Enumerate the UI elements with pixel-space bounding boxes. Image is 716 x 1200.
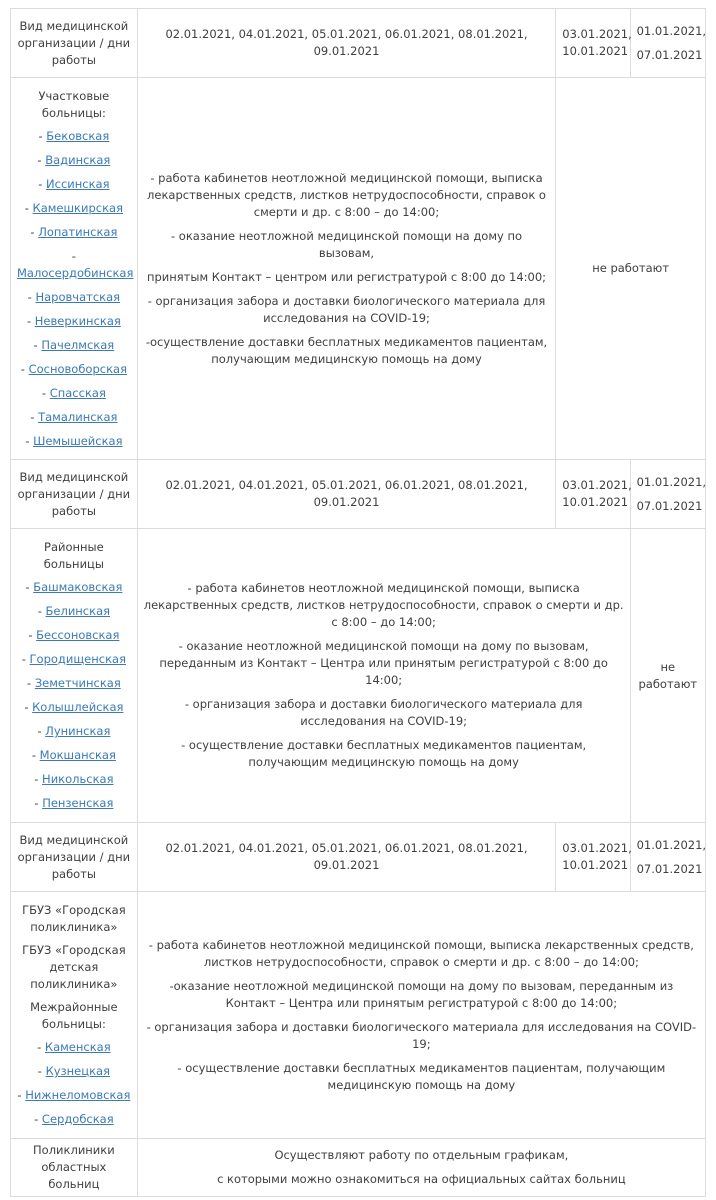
header-dates-working: 02.01.2021, 04.01.2021, 05.01.2021, 06.01.2021, 08.01.2021, 09.01.2021 — [137, 823, 556, 892]
hospital-link[interactable]: Кузнецкая — [45, 1064, 110, 1078]
service-line: - организация забора и доставки биологического материала для исследования на COVID-19; — [146, 1019, 697, 1051]
service-line: - работа кабинетов неотложной медицинской помощи, выписка лекарственных средств, листков нетрудоспособности, справок о смерти и др. с 8:00 – до 14:00; — [143, 581, 624, 629]
header-dates-working: 02.01.2021, 04.01.2021, 05.01.2021, 06.01.2021, 08.01.2021, 09.01.2021 — [137, 9, 556, 78]
list-item: - Сердобская — [34, 1112, 114, 1126]
hospital-link[interactable]: Земетчинская — [34, 676, 121, 690]
header-date: 07.01.2021 — [636, 861, 703, 876]
list-item: - Тамалинская — [30, 409, 118, 424]
org-label: ГБУЗ «Городская детская поликлиника» — [22, 943, 126, 991]
service-line: - организация забора и доставки биологического материала для исследования на COVID-19; — [184, 697, 583, 728]
section-row-regional-hospitals — [11, 529, 706, 823]
schedule-note-cell — [137, 1139, 705, 1197]
list-item: - Иссинская — [38, 176, 110, 191]
service-line: -оказание неотложной медицинской помощи на дому по вызовам, переданным из Контакт – Центра или принятым регистратурой с 8:00 до 14:00; — [169, 978, 674, 1010]
list-item: - Городищенская — [21, 652, 127, 666]
header-org-type: Вид медицинской организации / дни работы — [11, 9, 138, 78]
list-item: - Лунинская — [37, 724, 111, 738]
hospital-link[interactable]: Каменская — [44, 1040, 111, 1054]
hospital-link[interactable]: Сердобская — [41, 1112, 114, 1126]
service-line: -осуществление доставки бесплатных медикаментов пациентам, получающим медицинскую помощь на дому — [145, 334, 548, 366]
hospital-link[interactable]: Сосновоборская — [28, 361, 127, 376]
list-item: - Земетчинская — [27, 676, 121, 690]
header-row — [11, 460, 706, 529]
section-row-city-polyclinics — [11, 892, 706, 1139]
list-item: - Лопатинская — [30, 224, 118, 239]
hospital-link[interactable]: Тамалинская — [38, 409, 118, 424]
header-dates-sunday: 03.01.2021, 10.01.2021 — [556, 823, 630, 892]
hospital-list-cell — [11, 529, 138, 823]
header-dates-working: 02.01.2021, 04.01.2021, 05.01.2021, 06.01.2021, 08.01.2021, 09.01.2021 — [137, 460, 556, 529]
header-row — [11, 823, 706, 892]
header-date: 07.01.2021 — [636, 47, 703, 62]
hospital-link[interactable]: Вадинская — [45, 152, 111, 167]
list-item: - Мокшанская — [31, 748, 116, 762]
list-item: - Колышлейская — [24, 700, 124, 714]
note-line: с которыми можно ознакомиться на официальных сайтах больниц — [217, 1172, 626, 1186]
list-item: - Сосновоборская — [20, 361, 127, 376]
service-line: - осуществление доставки бесплатных медикаментов пациентам, получающим медицинскую помощь на дому — [177, 1060, 666, 1092]
hospital-list-cell — [11, 78, 138, 460]
hospital-link[interactable]: Башмаковская — [33, 580, 123, 594]
header-dates-holiday — [630, 9, 705, 78]
hospital-link[interactable]: Малосердобинская — [17, 265, 134, 280]
hospital-link[interactable]: Неверкинская — [34, 313, 121, 328]
list-item: - Малосердобинская — [17, 248, 134, 280]
hospital-link[interactable]: Лопатинская — [38, 224, 118, 239]
category-label: Межрайонные больницы: — [30, 1000, 118, 1031]
services-cell — [137, 892, 705, 1139]
org-type-cell: Поликлиники областных больниц — [11, 1139, 138, 1197]
header-dates-sunday: 03.01.2021, 10.01.2021 — [556, 9, 630, 78]
list-item: - Шемышейская — [25, 433, 123, 448]
hospital-link[interactable]: Нижнеломовская — [25, 1088, 131, 1102]
list-item: - Башмаковская — [25, 580, 123, 594]
section-row-district-hospitals — [11, 78, 706, 460]
hospital-link[interactable]: Белинская — [45, 604, 111, 618]
category-label: Районные больницы — [43, 540, 104, 571]
hospital-link[interactable]: Пензенская — [42, 796, 114, 810]
service-line: - оказание неотложной медицинской помощи на дому по вызовам, — [170, 228, 523, 260]
list-item: - Кузнецкая — [37, 1064, 110, 1078]
hospital-link[interactable]: Колышлейская — [32, 700, 124, 714]
hospital-link[interactable]: Иссинская — [46, 176, 110, 191]
list-item: - Пачелмская — [33, 337, 115, 352]
hospital-link[interactable]: Бековская — [46, 128, 110, 143]
service-line: - работа кабинетов неотложной медицинской помощи, выписка лекарственных средств, листков нетрудоспособности, справок о смерти и др. с 8:00 – до 14:00; — [147, 170, 546, 219]
note-line: Осуществляют работу по отдельным графикам, — [274, 1148, 569, 1162]
hospital-link[interactable]: Никольская — [42, 772, 114, 786]
list-item: - Бековская — [38, 128, 110, 143]
schedule-table — [10, 8, 706, 1197]
list-item: - Неверкинская — [26, 313, 121, 328]
list-item: - Камешкирская — [24, 200, 123, 215]
list-item: - Вадинская — [37, 152, 111, 167]
status-cell: не работают — [556, 78, 706, 460]
hospital-link[interactable]: Бессоновская — [36, 628, 120, 642]
service-line: принятым Контакт – центром или регистратурой с 8:00 до 14:00; — [146, 269, 547, 284]
header-row — [11, 9, 706, 78]
header-dates-sunday: 03.01.2021, 10.01.2021 — [556, 460, 630, 529]
services-cell — [137, 529, 630, 823]
list-item: - Спасская — [41, 385, 106, 400]
status-cell: не работают — [630, 529, 705, 823]
list-item: - Бессоновская — [28, 628, 120, 642]
hospital-link[interactable]: Камешкирская — [32, 200, 123, 215]
hospital-link[interactable]: Лунинская — [45, 724, 111, 738]
services-cell — [137, 78, 556, 460]
header-date: 01.01.2021, — [636, 23, 707, 38]
header-org-type: Вид медицинской организации / дни работы — [11, 823, 138, 892]
service-line: - осуществление доставки бесплатных медикаментов пациентам, получающим медицинскую помощь на дому — [181, 738, 587, 769]
header-date: 01.01.2021, — [636, 474, 707, 489]
header-date: 07.01.2021 — [636, 498, 703, 513]
service-line: - организация забора и доставки биологического материала для исследования на COVID-19; — [147, 293, 546, 325]
hospital-link[interactable]: Мокшанская — [39, 748, 116, 762]
list-item: - Пензенская — [34, 796, 114, 810]
hospital-link[interactable]: Городищенская — [29, 652, 127, 666]
hospital-list-cell — [11, 892, 138, 1139]
header-dates-holiday — [630, 460, 705, 529]
hospital-link[interactable]: Шемышейская — [33, 433, 123, 448]
hospital-link[interactable]: Спасская — [49, 385, 106, 400]
list-item: - Нижнеломовская — [17, 1088, 131, 1102]
header-org-type: Вид медицинской организации / дни работы — [11, 460, 138, 529]
hospital-link[interactable]: Пачелмская — [41, 337, 115, 352]
header-date: 01.01.2021, — [636, 837, 707, 852]
hospital-link[interactable]: Наровчатская — [35, 289, 121, 304]
section-row-regional-polyclinics — [11, 1139, 706, 1197]
category-label: Участковые больницы: — [38, 88, 110, 120]
list-item: - Наровчатская — [27, 289, 121, 304]
service-line: - работа кабинетов неотложной медицинской помощи, выписка лекарственных средств, листков нетрудоспособности, справок о смерти и др. с 8:00 – до 14:00; — [148, 937, 694, 969]
header-dates-holiday — [630, 823, 705, 892]
list-item: - Никольская — [34, 772, 114, 786]
service-line: - оказание неотложной медицинской помощи на дому по вызовам, переданным из Контакт – Центра или принятым регистратурой с 8:00 до 14:00; — [159, 639, 608, 687]
list-item: - Белинская — [37, 604, 111, 618]
org-label: ГБУЗ «Городская поликлиника» — [22, 903, 126, 934]
list-item: - Каменская — [37, 1040, 111, 1054]
